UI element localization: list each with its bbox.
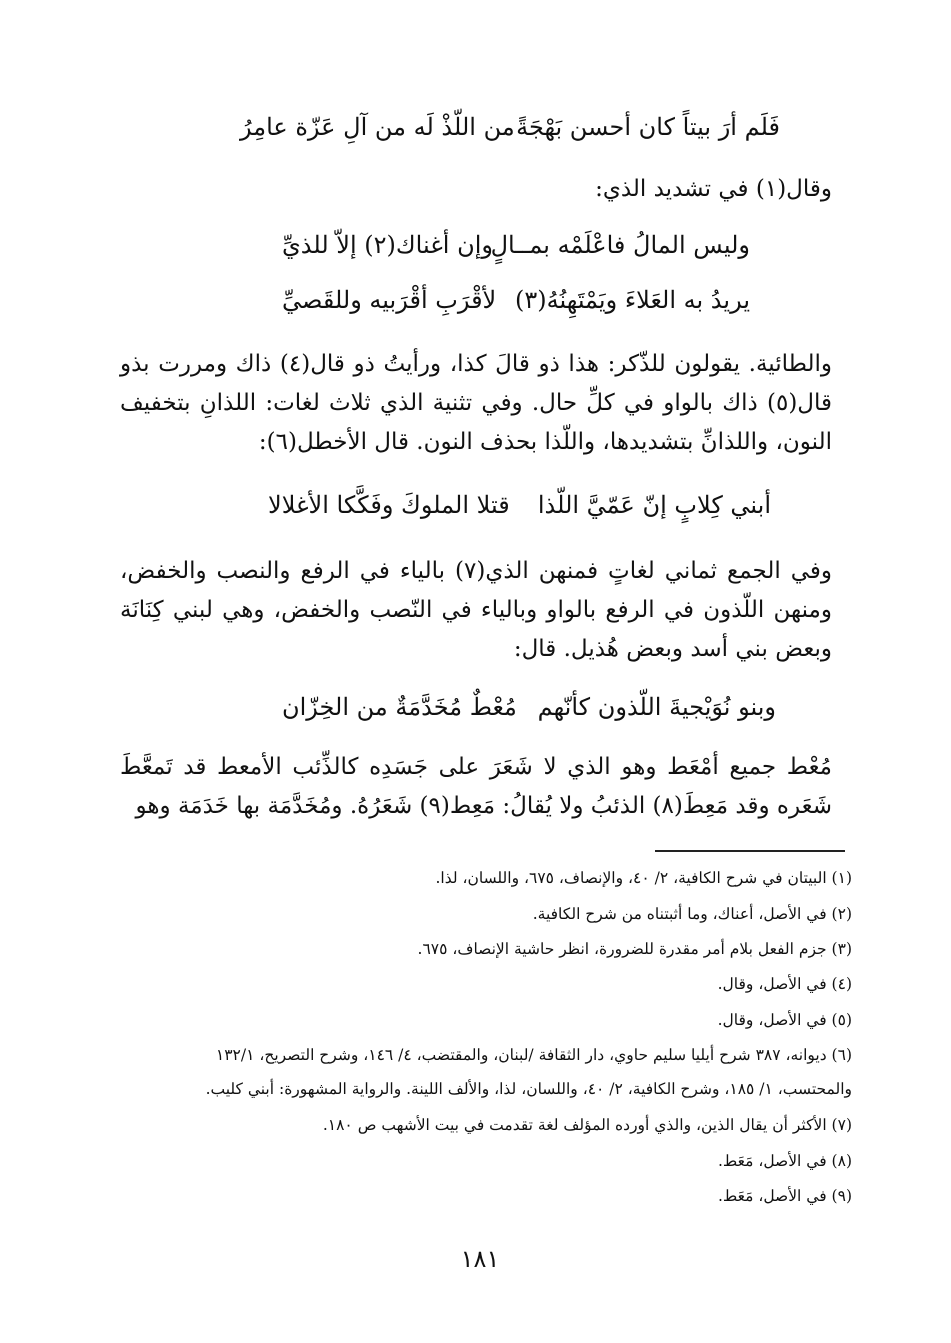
verse-1-first-hemistich: فَلَم أرَ بيتاً كان أحسن بَهْجَةً: [516, 113, 780, 141]
footnote-8: (٨) في الأصل، مَعَط.: [717, 1152, 852, 1170]
footnote-3: (٣) جزم الفعل بلام أمر مقدرة للضرورة، انظر حاشية الإنصاف، ٦٧٥.: [417, 940, 852, 958]
paragraph-4: مُعْط جميع أمْعَط وهو الذي لا شَعَرَ على جَسَدِه كالذِّئب الأمعط قد تَمعَّطَ شَعَره وقد مَعِطَ(٨) الذئبُ ولا يُقالُ: مَعِط(٩) شَعَرُهُ. ومُخَدَّمَة بها خَدَمَة وهو: [120, 754, 832, 819]
verse-3-second-hemistich: لأقْرَبِ أقْرَبيه وللقَصيِّ: [282, 286, 497, 314]
paragraph-1: وقال(١) في تشديد الذي:: [595, 176, 832, 202]
verse-2-first-hemistich: وليس المالُ فاعْلَمْه بمــالٍ: [490, 231, 750, 259]
verse-5-first-hemistich: وبنو نُوَيْجيةَ اللّذون كأنّهم: [537, 693, 776, 721]
page-number: ١٨١: [460, 1245, 500, 1273]
footnote-2: (٢) في الأصل، أعناك، وما أثبتناه من شرح الكافية.: [532, 905, 852, 923]
verse-4-second-hemistich: قتلا الملوكَ وفَكَّكا الأغلالا: [268, 491, 510, 519]
footnote-divider: [655, 850, 845, 852]
paragraph-2: والطائية. يقولون للذّكر: هذا ذو قالَ كذا، ورأيتُ ذو قال(٤) ذاك ومررت بذو قال(٥) ذاك بالواو في كلِّ حال. وفي تثنية الذي ثلاث لغات: اللذانِ بتخفيف النون، واللذانِّ بتشديدها، واللّذا بحذف النون. قال الأخطل(٦):: [120, 351, 833, 455]
verse-3: [282, 283, 750, 317]
footnote-1: (١) البيتان في شرح الكافية، ٢/ ٤٠، والإنصاف، ٦٧٥، واللسان، لذا.: [435, 869, 852, 887]
verse-5: [282, 690, 776, 724]
verse-1-second-hemistich: من اللّذْ لَه من آلِ عَزّة عامِرُ: [240, 113, 515, 141]
footnote-7: (٧) الأكثر أن يقال الذين، والذي أورده المؤلف لغة تقدمت في بيت الأشهب ص ١٨٠.: [322, 1116, 852, 1134]
verse-3-first-hemistich: يريدُ به العَلاءَ ويَمْتَهِنُهُ(٣): [515, 286, 750, 314]
verse-4: [268, 488, 771, 522]
verse-2-second-hemistich: وإن أغناك(٢) إلاّ للذيِّ: [282, 231, 493, 259]
footnote-6-continuation: والمحتسب، ١/ ١٨٥، وشرح الكافية، ٢/ ٤٠، واللسان، لذا، والألف اللينة. والرواية المشهورة: أبني كليب.: [205, 1080, 852, 1098]
paragraph-3: وفي الجمع ثماني لغاتٍ فمنهن الذي(٧) بالياء في الرفع والنصب والخفض، ومنهن اللّذون في الرفع بالواو وبالياء في النّصب والخفض، وهي لبني كِنَانَة وبعض بني أسد وبعض هُذيل. قال:: [120, 558, 832, 662]
verse-2: [282, 228, 750, 262]
footnote-4: (٤) في الأصل، وقال.: [717, 975, 852, 993]
footnote-9: (٩) في الأصل، مَعَط.: [717, 1187, 852, 1205]
verse-5-second-hemistich: مُعْطٌ مُخَدَّمَةٌ من الخِزّان: [282, 693, 517, 721]
footnote-5: (٥) في الأصل، وقال.: [717, 1011, 852, 1029]
verse-4-first-hemistich: أبني كِلابٍ إنّ عَمّيَّ اللّذا: [537, 491, 771, 519]
verse-1: [240, 110, 780, 144]
footnote-6: (٦) ديوانه، ٣٨٧ شرح أيليا سليم حاوي، دار الثقافة /لبنان، والمقتضب، ٤/ ١٤٦، وشرح التصريح، ١٣٢/١: [215, 1046, 852, 1064]
